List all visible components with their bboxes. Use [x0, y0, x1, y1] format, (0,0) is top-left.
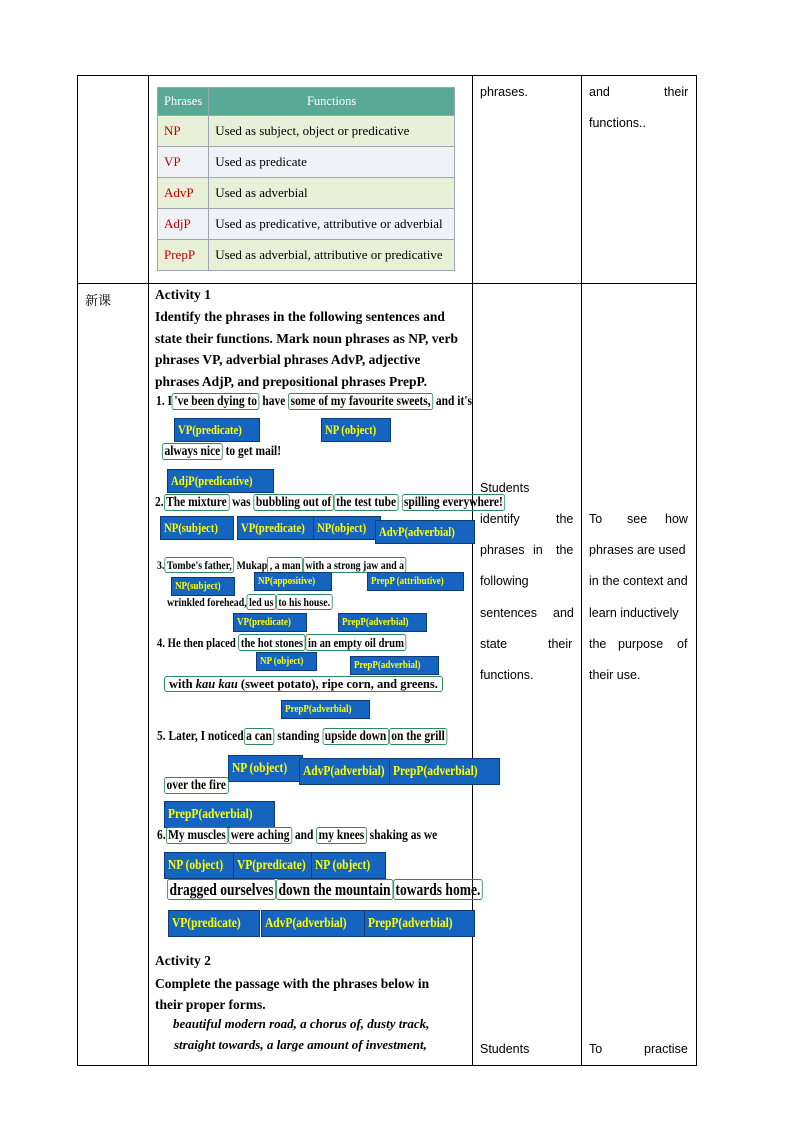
phrase-box: a can [244, 728, 275, 745]
phrase-box: on the grill [389, 728, 448, 745]
sentence-1-line-1 [156, 394, 472, 410]
phrase-tag: NP (object) [256, 652, 317, 671]
phrase-box: , a man [267, 557, 303, 573]
phrase-tag: NP (object) [311, 852, 386, 879]
sentence-number: 6. [157, 828, 166, 843]
sentence-text: standing [274, 729, 323, 744]
phrase-box: spilling everywhere! [401, 494, 505, 511]
table-row [158, 116, 455, 147]
phrase-tag: VP(predicate) [237, 516, 323, 540]
phrase-tag: AdvP(adverbial) [261, 910, 369, 937]
phrase-tag: VP(predicate) [233, 852, 325, 879]
phrase-box: to his house. [276, 594, 333, 610]
col4-line: To [589, 512, 603, 526]
phrase-box: over the fire [164, 777, 228, 794]
table-row [158, 178, 455, 209]
phrase-tag: PrepP(adverbial) [389, 758, 500, 785]
top-col4-word-and: and [589, 85, 610, 99]
phrase-box: the hot stones [238, 634, 305, 651]
phrase-tag: AdvP(adverbial) [299, 758, 407, 785]
phrase-box: upside down [322, 728, 388, 745]
top-col4-word-their: their [664, 85, 689, 99]
phrase-tag: NP(subject) [160, 516, 234, 540]
col3-line: their [548, 637, 573, 651]
phrase-tag: NP (object) [164, 852, 239, 879]
col4-bottom-to: To [589, 1042, 603, 1056]
sentence-4-line-2 [164, 677, 443, 692]
table-border-left [77, 75, 78, 1066]
phrase-box: dragged ourselves [167, 879, 276, 900]
phrase-box: down the mountain [276, 879, 393, 900]
col3-line: phrases [480, 543, 525, 557]
header-phrases: Phrases [158, 88, 209, 116]
table-border-bottom [77, 1065, 697, 1066]
table-row-divider [77, 283, 697, 284]
col4-line: the [589, 637, 607, 651]
phrase-box: my knees [316, 827, 367, 844]
phrase-cell: AdvP [158, 178, 209, 209]
col4-line: in the context and [589, 574, 688, 588]
phrase-tag: AdvP(adverbial) [375, 520, 475, 544]
sentence-1-line-2 [162, 444, 281, 460]
sentence-text: Mukap [234, 558, 268, 572]
phrase-tag: NP (object) [321, 418, 391, 442]
phrase-cell: PrepP [158, 240, 209, 271]
top-col4-word-functions: functions.. [589, 116, 646, 130]
phrase-box: led us [247, 594, 276, 610]
col3-line: in [533, 543, 543, 557]
phrase-box: the test tube [334, 494, 399, 511]
section-label: 新课 [85, 294, 112, 309]
sentence-3-line-2 [167, 595, 333, 610]
phrase-box: were aching [228, 827, 292, 844]
col4-line: learn inductively [589, 606, 679, 620]
col3-line: functions. [480, 668, 534, 682]
sentence-5-line-2 [164, 778, 228, 794]
function-cell: Used as adverbial, attributive or predicative [209, 240, 455, 271]
activity2-instructions: Complete the passage with the phrases below in their proper forms. [155, 976, 430, 1012]
phrase-tag: PrepP(adverbial) [281, 700, 370, 719]
phrase-tag: VP(predicate) [168, 910, 260, 937]
phrase-box: The mixture [164, 494, 230, 511]
sentence-number: 3. [157, 558, 165, 572]
phrase-tag: AdjP(predicative) [167, 469, 274, 493]
activity2-phrase-list-1: beautiful modern road, a chorus of, dusty track, [173, 1016, 430, 1031]
col4-line: their use. [589, 668, 641, 682]
sentence-number: 5. Later, I noticed [157, 729, 244, 744]
col3-line: the [556, 543, 574, 557]
phrase-box: Tombe's father, [164, 557, 234, 573]
phrase-box: in an empty oil drum [306, 634, 407, 651]
sentence-3-line-1 [157, 558, 407, 573]
phrase-cell: VP [158, 147, 209, 178]
col4-bottom-practise: practise [644, 1042, 688, 1056]
phrase-box: with kau kau (sweet potato), ripe corn, and greens. [164, 676, 443, 692]
col3-line: sentences [480, 606, 537, 620]
sentence-5-line-1 [157, 729, 447, 745]
phrase-tag: PrepP(adverbial) [164, 801, 275, 828]
activity2-title: Activity 2 [155, 953, 211, 968]
sentence-6-line-2 [167, 880, 483, 900]
phrase-box: always nice [162, 443, 223, 460]
function-cell: Used as adverbial [209, 178, 455, 209]
phrase-box: with a strong jaw and a [303, 557, 406, 573]
table-row [158, 147, 455, 178]
phrase-tag: NP(appositive) [254, 572, 332, 591]
phrase-cell: AdjP [158, 209, 209, 240]
phrase-tag: PrepP (attributive) [367, 572, 464, 591]
phrase-box: My muscles [166, 827, 229, 844]
sentence-text: have [259, 394, 289, 409]
phrase-tag: VP(predicate) [233, 613, 307, 632]
table-header-row [158, 88, 455, 116]
phrase-box: 've been dying to [172, 393, 260, 410]
table-row [158, 240, 455, 271]
table-col-divider-1 [148, 75, 149, 1066]
activity1-title: Activity 1 [155, 287, 211, 302]
phrase-box: bubbling out of [253, 494, 333, 511]
sentence-2 [155, 495, 505, 511]
phrase-tag: PrepP(adverbial) [350, 656, 439, 675]
sentence-text: and [291, 828, 317, 843]
activity2-phrase-list-2: straight towards, a large amount of investment, [174, 1037, 427, 1052]
phrase-tag: NP(subject) [171, 577, 235, 596]
col3-line: and [553, 606, 574, 620]
sentence-number: 2. [155, 495, 164, 510]
table-row [158, 209, 455, 240]
sentence-text: wrinkled forehead, [167, 595, 247, 609]
table-col-divider-3 [581, 75, 582, 1066]
col4-line: phrases are used [589, 543, 686, 557]
phrase-cell: NP [158, 116, 209, 147]
phrase-tag: PrepP(adverbial) [338, 613, 427, 632]
phrase-tag: NP(object) [313, 516, 381, 540]
phrase-tag: PrepP(adverbial) [364, 910, 475, 937]
col3-line: state [480, 637, 508, 651]
sentence-text: to get mail! [222, 444, 282, 459]
sentence-6-line-1 [157, 828, 437, 844]
sentence-number: 4. He then placed [157, 635, 236, 650]
phrase-tag: NP (object) [228, 755, 303, 782]
sentence-number: 1. I [156, 394, 172, 409]
sentence-4-line-1 [157, 635, 406, 651]
col3-bottom: Students [480, 1042, 530, 1056]
table-border-right [696, 75, 697, 1066]
col3-line: identify [480, 512, 520, 526]
col4-line: purpose [618, 637, 664, 651]
phrase-function-table [157, 87, 455, 271]
function-cell: Used as subject, object or predicative [209, 116, 455, 147]
col3-line: the [556, 512, 574, 526]
top-col3-text: phrases. [480, 85, 528, 99]
col3-line: following [480, 574, 529, 588]
sentence-text: shaking as we [366, 828, 438, 843]
phrase-box: towards home. [393, 879, 483, 900]
sentence-text: was [229, 495, 254, 510]
col4-line: how [665, 512, 688, 526]
col4-line: of [677, 637, 688, 651]
phrase-box: some of my favourite sweets, [288, 393, 433, 410]
phrase-tag: VP(predicate) [174, 418, 260, 442]
function-cell: Used as predicative, attributive or adverbial [209, 209, 455, 240]
activity1-instructions: Identify the phrases in the following sentences and state their functions. Mark noun phrases as NP, verb phrases VP, adverbial phrases AdvP, adjective phrases AdjP, and prepositional phrases PrepP. [155, 309, 459, 389]
function-cell: Used as predicate [209, 147, 455, 178]
header-functions: Functions [209, 88, 455, 116]
col4-line: see [627, 512, 648, 526]
col3-line: Students [480, 481, 530, 495]
table-border-top [77, 75, 697, 76]
sentence-text: and it's [433, 394, 472, 409]
